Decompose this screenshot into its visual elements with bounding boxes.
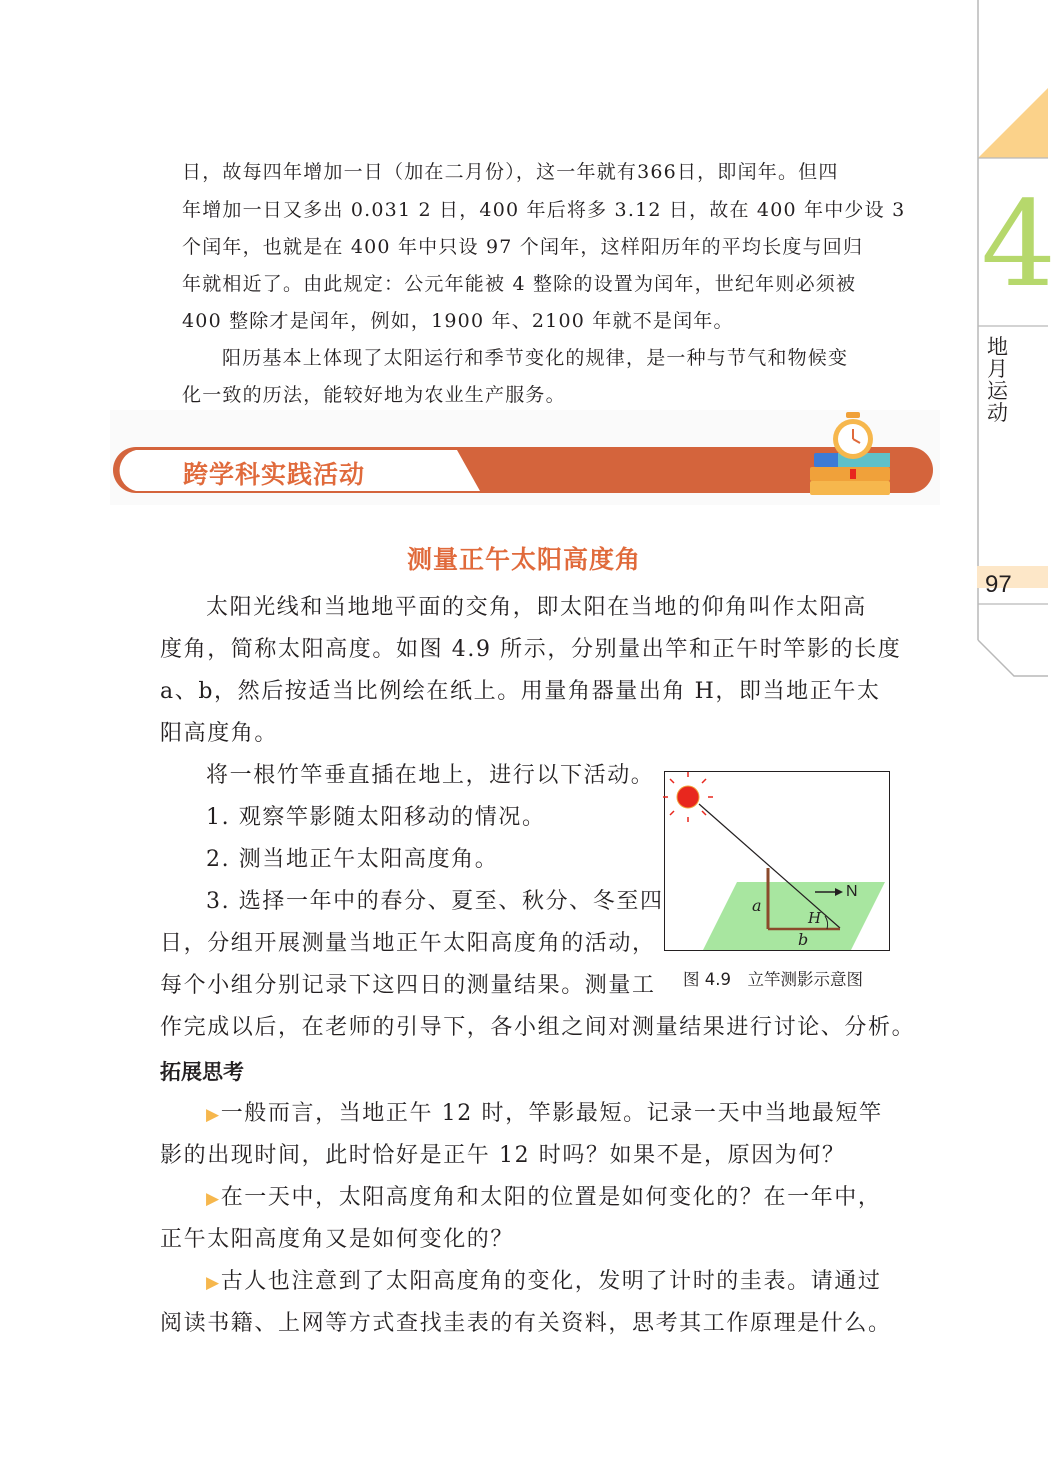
question-line: 正午太阳高度角又是如何变化的？ — [160, 1227, 515, 1252]
question-line: ▶一般而言，当地正午 12 时，竿影最短。记录一天中当地最短竿 — [206, 1101, 883, 1126]
figure-caption: 图 4.9 立竿测影示意图 — [683, 970, 863, 989]
question-line: 阅读书籍、上网等方式查找圭表的有关资料，思考其工作原理是什么。 — [160, 1311, 892, 1336]
step-item: 2. 测当地正午太阳高度角。 — [206, 847, 499, 872]
label-h: H — [808, 909, 822, 927]
paragraph-line: 个闰年，也就是在 400 年中只设 97 个闰年，这样阳历年的平均长度与回归 — [182, 236, 864, 258]
triangle-bullet-icon: ▶ — [206, 1273, 221, 1293]
question-line: 影的出现时间，此时恰好是正午 12 时吗？如果不是，原因为何？ — [160, 1143, 846, 1168]
paragraph-line: 每个小组分别记录下这四日的测量结果。测量工 — [160, 973, 656, 998]
step-item: 3. 选择一年中的春分、夏至、秋分、冬至四 — [206, 889, 664, 914]
chapter-title: 地月运动 — [987, 335, 1008, 425]
paragraph-line: 化一致的历法，能较好地为农业生产服务。 — [182, 384, 566, 406]
paragraph-line: 日，故每四年增加一日（加在二月份），这一年就有366日，即闰年。但四 — [182, 161, 839, 183]
label-a: a — [752, 896, 762, 915]
paragraph-line: 作完成以后，在老师的引导下，各小组之间对测量结果进行讨论、分析。 — [160, 1015, 916, 1040]
label-b: b — [798, 930, 809, 949]
chapter-number: 4 — [981, 175, 1056, 313]
paragraph-line: 度角，简称太阳高度。如图 4.9 所示，分别量出竿和正午时竿影的长度 — [160, 637, 902, 662]
paragraph-line: 年就相近了。由此规定：公元年能被 4 整除的设置为闰年，世纪年则必须被 — [182, 273, 857, 295]
figure-pole-shadow — [664, 771, 890, 951]
step-item: 1. 观察竿影随太阳移动的情况。 — [206, 805, 546, 830]
question-line: ▶古人也注意到了太阳高度角的变化，发明了计时的圭表。请通过 — [206, 1269, 882, 1294]
books-icon — [810, 453, 890, 495]
paragraph-line: a、b，然后按适当比例绘在纸上。用量角器量出角 H，即当地正午太 — [160, 679, 881, 704]
extension-heading: 拓展思考 — [160, 1060, 244, 1084]
paragraph-line: 日，分组开展测量当地正午太阳高度角的活动， — [160, 931, 656, 956]
page-number: 97 — [985, 571, 1012, 598]
activity-title: 测量正午太阳高度角 — [406, 545, 641, 574]
paragraph-line: 太阳光线和当地地平面的交角，即太阳在当地的仰角叫作太阳高 — [206, 595, 867, 620]
paragraph-line: 将一根竹竿垂直插在地上，进行以下活动。 — [206, 763, 655, 788]
paragraph-line: 阳高度角。 — [160, 721, 279, 746]
paragraph-line: 阳历基本上体现了太阳运行和季节变化的规律，是一种与节气和物候变 — [222, 347, 849, 369]
ground-plane — [703, 882, 885, 950]
triangle-bullet-icon: ▶ — [206, 1105, 221, 1125]
banner-title: 跨学科实践活动 — [183, 460, 366, 489]
question-line: ▶在一天中，太阳高度角和太阳的位置是如何变化的？在一年中， — [206, 1185, 882, 1210]
paragraph-line: 年增加一日又多出 0.031 2 日，400 年后将多 3.12 日，故在 400 年中少设 3 — [182, 199, 906, 221]
paragraph-line: 400 整除才是闰年，例如，1900 年、2100 年就不是闰年。 — [182, 310, 734, 332]
triangle-bullet-icon: ▶ — [206, 1189, 221, 1209]
label-n: N — [846, 883, 858, 900]
